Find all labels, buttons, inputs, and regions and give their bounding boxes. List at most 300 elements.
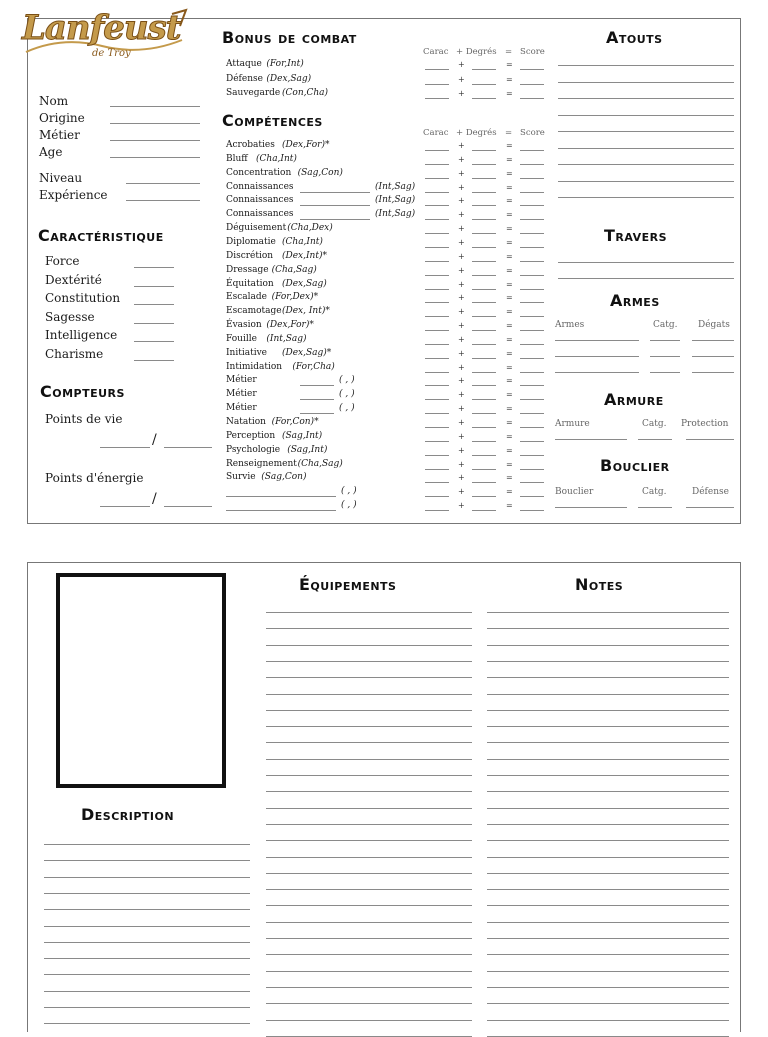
stat-custom-field[interactable]: [300, 219, 370, 220]
characteristics-title: Caractéristique: [38, 226, 164, 245]
score-field[interactable]: [520, 344, 544, 345]
equipement-line[interactable]: [266, 840, 472, 841]
equals-sign: =: [506, 487, 513, 497]
score-field[interactable]: [520, 205, 544, 206]
score-field[interactable]: [520, 289, 544, 290]
carac-field[interactable]: [425, 69, 449, 70]
identity-field[interactable]: [110, 140, 200, 141]
column-header: Score: [520, 47, 545, 57]
equals-sign: =: [506, 251, 513, 261]
stat-custom-field[interactable]: [300, 413, 334, 414]
description-line[interactable]: [44, 1007, 250, 1008]
carac-field[interactable]: [425, 219, 449, 220]
stat-custom-field[interactable]: [300, 385, 334, 386]
equals-sign: =: [506, 376, 513, 386]
score-field[interactable]: [520, 441, 544, 442]
notes-line[interactable]: [487, 694, 729, 695]
description-line[interactable]: [44, 844, 250, 845]
notes-line[interactable]: [487, 661, 729, 662]
description-line[interactable]: [44, 909, 250, 910]
stat-name: Connaissances: [226, 181, 294, 192]
plus-sign: +: [458, 307, 465, 317]
degres-field[interactable]: [472, 247, 496, 248]
armes-field[interactable]: [692, 356, 734, 357]
notes-line[interactable]: [487, 840, 729, 841]
notes-line[interactable]: [487, 987, 729, 988]
equipement-line[interactable]: [266, 808, 472, 809]
score-field[interactable]: [520, 482, 544, 483]
plus-sign: +: [458, 210, 465, 220]
travers-line[interactable]: [558, 278, 734, 279]
degres-field[interactable]: [472, 344, 496, 345]
stat-attr-text: (Sag,Con): [297, 167, 343, 178]
stat-name: Survie: [226, 472, 256, 483]
equals-sign: =: [506, 362, 513, 372]
notes-line[interactable]: [487, 710, 729, 711]
carac-field[interactable]: [425, 510, 449, 511]
bouclier-field[interactable]: [686, 507, 734, 508]
plus-sign: +: [458, 431, 465, 441]
carac-field[interactable]: [425, 358, 449, 359]
degres-field[interactable]: [472, 372, 496, 373]
notes-line[interactable]: [487, 808, 729, 809]
carac-field[interactable]: [425, 469, 449, 470]
portrait-frame[interactable]: [56, 573, 226, 788]
bouclier-field[interactable]: [555, 507, 627, 508]
carac-field[interactable]: [425, 427, 449, 428]
degres-field[interactable]: [472, 192, 496, 193]
notes-line[interactable]: [487, 889, 729, 890]
score-field[interactable]: [520, 84, 544, 85]
plus-sign: +: [458, 293, 465, 303]
score-field[interactable]: [520, 427, 544, 428]
equipement-line[interactable]: [266, 759, 472, 760]
equipement-line[interactable]: [266, 857, 472, 858]
notes-line[interactable]: [487, 791, 729, 792]
degres-field[interactable]: [472, 302, 496, 303]
stat-attr: [282, 431, 322, 441]
stat-attr-text: (Dex,For)*: [282, 140, 330, 150]
stat-attr-text: ( , ): [339, 389, 355, 400]
equipement-line[interactable]: [266, 824, 472, 825]
stat-attr-text: (Dex, Int)*: [282, 306, 330, 317]
armure-field[interactable]: [555, 439, 627, 440]
equipement-line[interactable]: [266, 971, 472, 972]
score-field[interactable]: [520, 469, 544, 470]
atout-line[interactable]: [558, 115, 734, 116]
carac-field[interactable]: [425, 84, 449, 85]
stat-attr-text: (Cha,Int): [256, 153, 297, 164]
degres-field[interactable]: [472, 455, 496, 456]
notes-line[interactable]: [487, 759, 729, 760]
score-field[interactable]: [520, 261, 544, 262]
description-line[interactable]: [44, 860, 250, 861]
progress-field[interactable]: [126, 200, 200, 201]
atouts-title: Atouts: [606, 28, 663, 47]
plus-sign: +: [458, 362, 465, 372]
equipement-line[interactable]: [266, 905, 472, 906]
notes-line[interactable]: [487, 873, 729, 874]
plus-sign: +: [458, 237, 465, 247]
degres-field[interactable]: [472, 150, 496, 151]
stat-attr: [339, 375, 355, 385]
atout-line[interactable]: [558, 98, 734, 99]
carac-field[interactable]: [425, 289, 449, 290]
atout-line[interactable]: [558, 148, 734, 149]
carac-field[interactable]: [425, 192, 449, 193]
equipement-line[interactable]: [266, 987, 472, 988]
score-field[interactable]: [520, 150, 544, 151]
score-field[interactable]: [520, 192, 544, 193]
equipement-line[interactable]: [266, 661, 472, 662]
lanfeust-logo: [22, 6, 190, 70]
carac-field[interactable]: [425, 441, 449, 442]
bouclier-column-header: Défense: [692, 487, 729, 497]
equals-sign: =: [506, 154, 513, 164]
stat-attr-text: ( , ): [341, 486, 357, 497]
atout-line[interactable]: [558, 131, 734, 132]
equals-sign: =: [506, 404, 513, 414]
degres-field[interactable]: [472, 261, 496, 262]
stat-name: Initiative: [226, 347, 267, 358]
notes-line[interactable]: [487, 742, 729, 743]
equipement-line[interactable]: [266, 612, 472, 613]
equals-sign: =: [506, 210, 513, 220]
score-field[interactable]: [520, 330, 544, 331]
stat-attr-text: (Con,Cha): [282, 88, 329, 98]
description-line[interactable]: [44, 893, 250, 894]
armes-field[interactable]: [692, 340, 734, 341]
stat-attr: [287, 445, 327, 455]
stat-attr: [266, 334, 306, 344]
notes-line[interactable]: [487, 824, 729, 825]
degres-field[interactable]: [472, 219, 496, 220]
notes-line[interactable]: [487, 612, 729, 613]
column-header: + Degrés: [456, 128, 497, 138]
stat-name: Natation: [226, 417, 266, 427]
equipement-line[interactable]: [266, 938, 472, 939]
armes-field[interactable]: [650, 372, 680, 373]
stat-attr: [282, 140, 329, 150]
score-field[interactable]: [520, 247, 544, 248]
armes-field[interactable]: [555, 372, 639, 373]
degres-field[interactable]: [472, 510, 496, 511]
degres-field[interactable]: [472, 98, 496, 99]
armure-column-header: Catg.: [642, 419, 667, 429]
stat-name: Diplomatie: [226, 236, 276, 247]
stat-custom-field[interactable]: [226, 510, 336, 511]
armes-field[interactable]: [650, 356, 680, 357]
degres-field[interactable]: [472, 84, 496, 85]
equals-sign: =: [506, 473, 513, 483]
counters-title: Compteurs: [40, 382, 125, 401]
equals-sign: =: [506, 279, 513, 289]
score-field[interactable]: [520, 399, 544, 400]
carac-field[interactable]: [425, 413, 449, 414]
equals-sign: =: [506, 501, 513, 511]
score-field[interactable]: [520, 385, 544, 386]
plus-sign: +: [458, 321, 465, 331]
plus-sign: +: [458, 501, 465, 511]
notes-line[interactable]: [487, 645, 729, 646]
identity-field[interactable]: [110, 106, 200, 107]
travers-line[interactable]: [558, 262, 734, 263]
degres-field[interactable]: [472, 441, 496, 442]
energy-label: Points d'énergie: [45, 471, 144, 485]
equipement-line[interactable]: [266, 677, 472, 678]
stat-attr-text: (For,Dex)*: [271, 292, 319, 303]
degres-field[interactable]: [472, 427, 496, 428]
description-line[interactable]: [44, 974, 250, 975]
notes-line[interactable]: [487, 905, 729, 906]
carac-field[interactable]: [425, 330, 449, 331]
score-field[interactable]: [520, 496, 544, 497]
notes-line[interactable]: [487, 726, 729, 727]
carac-field[interactable]: [425, 98, 449, 99]
degres-field[interactable]: [472, 178, 496, 179]
plus-sign: +: [458, 418, 465, 427]
stat-attr: [261, 472, 306, 482]
notes-line[interactable]: [487, 775, 729, 776]
atout-line[interactable]: [558, 82, 734, 83]
carac-field[interactable]: [425, 247, 449, 248]
description-line[interactable]: [44, 942, 250, 943]
degres-field[interactable]: [472, 316, 496, 317]
characteristic-label: Force: [45, 254, 80, 268]
carac-field[interactable]: [425, 205, 449, 206]
logo-sub-text: de Troy: [92, 48, 131, 59]
plus-sign: +: [458, 154, 465, 164]
equipement-line[interactable]: [266, 742, 472, 743]
stat-attr: [256, 154, 297, 164]
stat-attr-text: ( , ): [341, 500, 357, 511]
notes-title: Notes: [575, 575, 624, 594]
degres-field[interactable]: [472, 69, 496, 70]
progress-label: Niveau: [39, 171, 83, 185]
bouclier-field[interactable]: [638, 507, 672, 508]
degres-field[interactable]: [472, 275, 496, 276]
stat-attr: [266, 74, 311, 84]
equipement-line[interactable]: [266, 645, 472, 646]
column-header: =: [505, 47, 513, 57]
energy-current-field[interactable]: [100, 506, 150, 507]
description-line[interactable]: [44, 958, 250, 959]
atout-line[interactable]: [558, 65, 734, 66]
notes-line[interactable]: [487, 1020, 729, 1021]
hp-max-field[interactable]: [164, 447, 212, 448]
score-field[interactable]: [520, 372, 544, 373]
characteristic-field[interactable]: [134, 341, 174, 342]
notes-line[interactable]: [487, 677, 729, 678]
carac-field[interactable]: [425, 372, 449, 373]
armure-field[interactable]: [686, 439, 734, 440]
carac-field[interactable]: [425, 399, 449, 400]
carac-field[interactable]: [425, 344, 449, 345]
stat-custom-field[interactable]: [300, 192, 370, 193]
carac-field[interactable]: [425, 164, 449, 165]
score-field[interactable]: [520, 69, 544, 70]
score-field[interactable]: [520, 275, 544, 276]
travers-title: Travers: [604, 226, 668, 245]
notes-line[interactable]: [487, 938, 729, 939]
column-header: =: [505, 128, 513, 138]
stat-attr: [282, 237, 323, 247]
atout-line[interactable]: [558, 197, 734, 198]
plus-sign: +: [458, 141, 465, 150]
carac-field[interactable]: [425, 233, 449, 234]
equipement-line[interactable]: [266, 889, 472, 890]
hp-current-field[interactable]: [100, 447, 150, 448]
stat-attr: [341, 486, 357, 496]
notes-line[interactable]: [487, 628, 729, 629]
identity-field[interactable]: [110, 157, 200, 158]
characteristic-field[interactable]: [134, 304, 174, 305]
stat-attr-text: (Dex,Int)*: [282, 250, 327, 261]
carac-field[interactable]: [425, 455, 449, 456]
degres-field[interactable]: [472, 330, 496, 331]
atout-line[interactable]: [558, 164, 734, 165]
equals-sign: =: [506, 60, 513, 69]
score-field[interactable]: [520, 219, 544, 220]
character-sheet-back: [27, 562, 741, 1032]
armure-field[interactable]: [638, 439, 672, 440]
plus-sign: +: [458, 487, 465, 497]
plus-sign: +: [458, 445, 465, 455]
stat-attr: [282, 306, 330, 316]
carac-field[interactable]: [425, 302, 449, 303]
score-field[interactable]: [520, 178, 544, 179]
plus-sign: +: [458, 251, 465, 261]
score-field[interactable]: [520, 413, 544, 414]
notes-line[interactable]: [487, 922, 729, 923]
characteristic-label: Sagesse: [45, 309, 95, 324]
carac-field[interactable]: [425, 275, 449, 276]
armes-field[interactable]: [650, 340, 680, 341]
equipement-line[interactable]: [266, 710, 472, 711]
equals-sign: =: [506, 348, 513, 358]
stat-attr-text: (For,Cha): [292, 361, 335, 372]
stat-attr-text: (Sag,Con): [261, 472, 307, 483]
degres-field[interactable]: [472, 482, 496, 483]
score-field[interactable]: [520, 358, 544, 359]
identity-label: Nom: [39, 94, 69, 108]
stat-attr: [266, 320, 313, 330]
equals-sign: =: [506, 334, 513, 344]
carac-field[interactable]: [425, 482, 449, 483]
degres-field[interactable]: [472, 205, 496, 206]
equals-sign: =: [506, 224, 513, 234]
equipement-line[interactable]: [266, 1003, 472, 1004]
stat-attr-text: (For,Int): [266, 59, 304, 69]
score-field[interactable]: [520, 98, 544, 99]
equals-sign: =: [506, 74, 513, 84]
degres-field[interactable]: [472, 413, 496, 414]
equipement-line[interactable]: [266, 1020, 472, 1021]
equipement-line[interactable]: [266, 694, 472, 695]
degres-field[interactable]: [472, 164, 496, 165]
equipement-line[interactable]: [266, 775, 472, 776]
plus-sign: +: [458, 334, 465, 344]
characteristic-label: Dextérité: [45, 272, 102, 287]
identity-field[interactable]: [110, 123, 200, 124]
description-line[interactable]: [44, 926, 250, 927]
equipement-line[interactable]: [266, 954, 472, 955]
degres-field[interactable]: [472, 385, 496, 386]
score-field[interactable]: [520, 510, 544, 511]
stat-name: Renseignement: [226, 458, 297, 469]
armes-field[interactable]: [555, 356, 639, 357]
degres-field[interactable]: [472, 289, 496, 290]
equipement-line[interactable]: [266, 873, 472, 874]
stat-attr: [341, 500, 357, 510]
plus-sign: +: [458, 89, 465, 98]
notes-line[interactable]: [487, 971, 729, 972]
description-line[interactable]: [44, 877, 250, 878]
characteristic-label: Intelligence: [45, 328, 118, 342]
degres-field[interactable]: [472, 233, 496, 234]
stat-custom-field[interactable]: [300, 205, 370, 206]
equals-sign: =: [506, 459, 513, 469]
equals-sign: =: [506, 321, 513, 331]
description-line[interactable]: [44, 991, 250, 992]
stat-attr: [298, 168, 343, 178]
score-field[interactable]: [520, 316, 544, 317]
stat-custom-field[interactable]: [300, 399, 334, 400]
characteristic-field[interactable]: [134, 323, 174, 324]
carac-field[interactable]: [425, 316, 449, 317]
skills-title: Compétences: [222, 111, 323, 130]
identity-label: Métier: [39, 128, 80, 142]
stat-attr: [272, 417, 319, 427]
atout-line[interactable]: [558, 181, 734, 182]
energy-max-field[interactable]: [164, 506, 212, 507]
equipement-line[interactable]: [266, 791, 472, 792]
equipement-line[interactable]: [266, 628, 472, 629]
equals-sign: =: [506, 418, 513, 427]
plus-sign: +: [458, 279, 465, 289]
carac-field[interactable]: [425, 178, 449, 179]
score-field[interactable]: [520, 302, 544, 303]
characteristic-field[interactable]: [134, 267, 174, 268]
characteristic-field[interactable]: [134, 360, 174, 361]
carac-field[interactable]: [425, 496, 449, 497]
equipement-line[interactable]: [266, 922, 472, 923]
carac-field[interactable]: [425, 385, 449, 386]
carac-field[interactable]: [425, 261, 449, 262]
progress-field[interactable]: [126, 183, 200, 184]
score-field[interactable]: [520, 233, 544, 234]
degres-field[interactable]: [472, 496, 496, 497]
notes-line[interactable]: [487, 954, 729, 955]
armes-field[interactable]: [692, 372, 734, 373]
notes-line[interactable]: [487, 857, 729, 858]
equipement-line[interactable]: [266, 726, 472, 727]
stat-name: Acrobaties: [226, 140, 275, 150]
score-field[interactable]: [520, 164, 544, 165]
score-field[interactable]: [520, 455, 544, 456]
notes-line[interactable]: [487, 1003, 729, 1004]
armes-field[interactable]: [555, 340, 639, 341]
stat-attr-text: (Dex,For)*: [266, 320, 314, 331]
degres-field[interactable]: [472, 399, 496, 400]
degres-field[interactable]: [472, 469, 496, 470]
degres-field[interactable]: [472, 358, 496, 359]
stat-name: Bluff: [226, 153, 248, 164]
stat-attr-text: (Int,Sag): [375, 181, 416, 192]
stat-custom-field[interactable]: [226, 496, 336, 497]
carac-field[interactable]: [425, 150, 449, 151]
characteristic-field[interactable]: [134, 286, 174, 287]
